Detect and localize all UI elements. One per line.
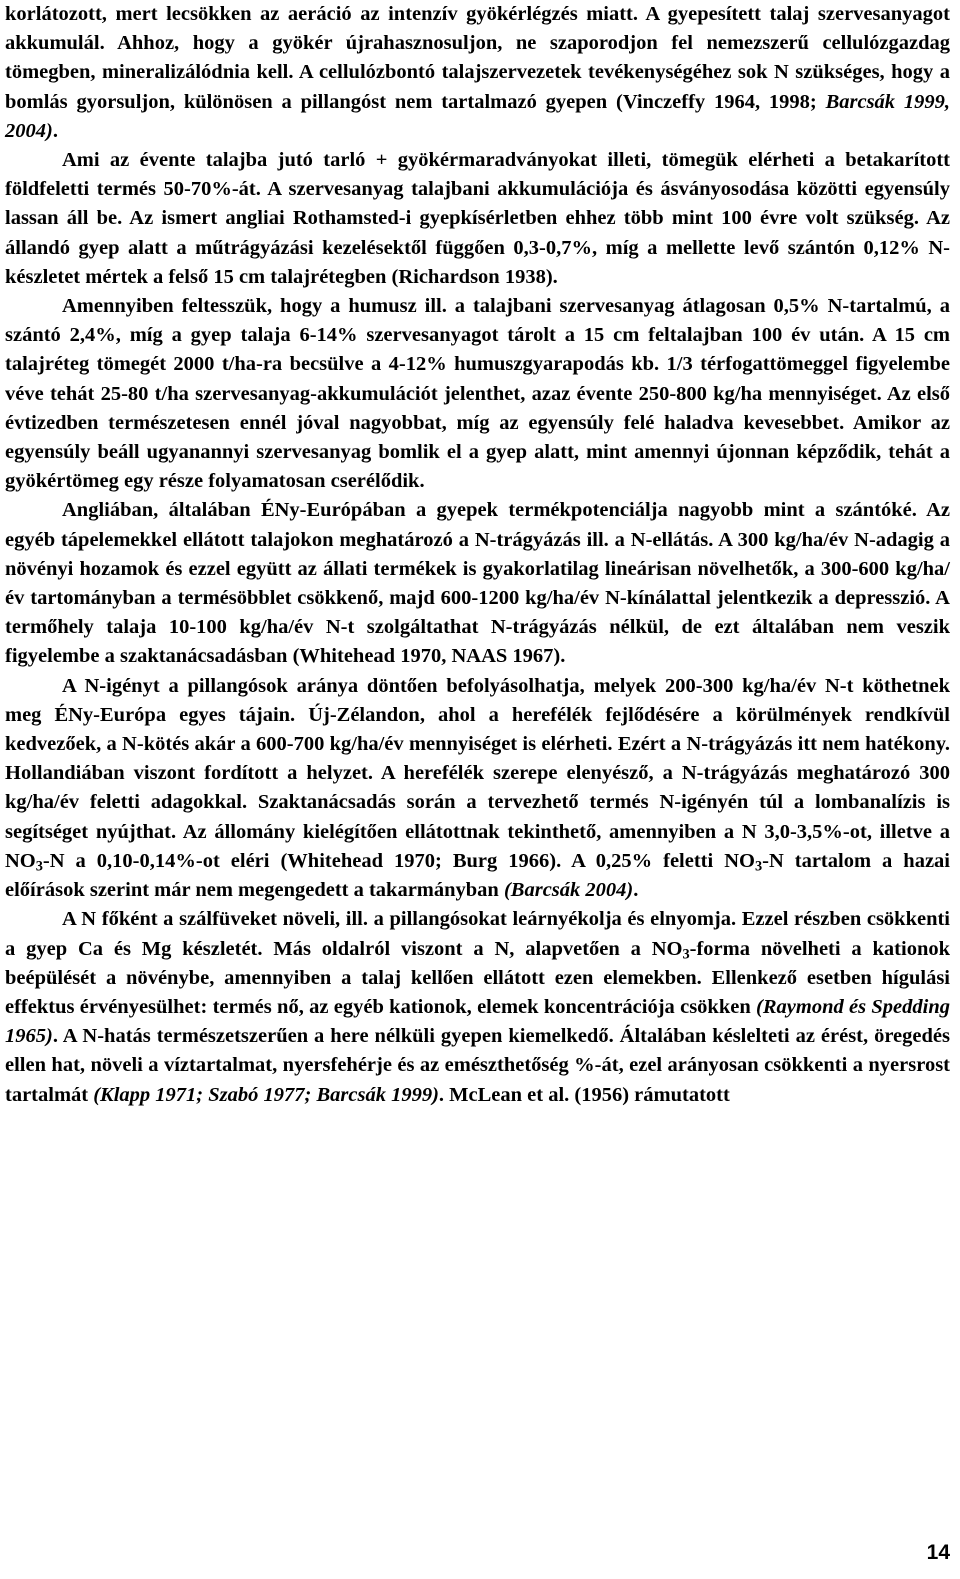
text-run: A N főként a szálfüveket növeli, ill. a pillangósokat leárnyékolja és elnyomja. Ezzel részben csökkenti a gyep Ca és Mg készletét. Más oldalról viszont a N, alapvetően a NO (5, 908, 950, 960)
citation: (Raymond és Spedding 1965) (5, 995, 950, 1048)
paragraph (5, 292, 950, 496)
subscript: 3 (754, 858, 763, 875)
text-run: . McLean et al. (1956) rámutatott (438, 1083, 730, 1106)
text-run: . A N-hatás természetszerűen a here nélküli gyepen kiemelkedő. Általában késlelteti az érést, öregedés ellen hat, növeli a víztartalmat, nyersfehérje és az emészthetőség %-át, ezel arányosan csökkenti a nyersrost tartalmát (5, 1025, 950, 1106)
citation: (Klapp 1971; Szabó 1977; Barcsák 1999) (93, 1083, 439, 1106)
text-run: . (52, 119, 58, 142)
paragraph (5, 0, 950, 146)
text-run: -N tartalom a hazai előírások szerint már nem megengedett a takarmányban (5, 849, 950, 902)
text-run: -forma növelheti a kationok beépülését a növénybe, amennyiben a talaj kellően ellátott ezen elemekben. Ellenkező esetben hígulási effektus érvényesülhet: termés nő, az egyéb kationok, elemek koncentrációja csökken (5, 937, 950, 1018)
paragraph (5, 905, 950, 1109)
text-run: A N-igényt a pillangósok aránya döntően befolyásolhatja, melyek 200-300 kg/ha/év N-t köthetnek meg ÉNy-Európa egyes tájain. Új-Zélandon, ahol a herefélék fejlődésére a körülmények rendkívül kedvezőek, a N-kötés akár a 600-700 kg/ha/év mennyiséget is elérheti. Ezért a N-trágyázás itt nem hatékony. Hollandiában viszont fordított a helyzet. A herefélék szerepe elenyésző, a N-trágyázás meghatározó 300 kg/ha/év feletti adagokkal. Szaktanácsadás során a tervezhető termés N-igényén túl a lombanalízis is segítséget nyújthat. Az állomány kielégítően ellátottnak tekinthető, amennyiben a N 3,0-3,5%-ot, illetve a NO (5, 674, 950, 872)
page-number: 14 (926, 1541, 950, 1564)
paragraph (5, 496, 950, 671)
body-text (5, 0, 950, 1110)
citation: (Barcsák 2004) (503, 879, 634, 902)
text-run: -N a 0,10-0,14%-ot eléri (Whitehead 1970; Burg 1966). A 0,25% feletti NO (42, 849, 755, 872)
text-run: Angliában, általában ÉNy-Európában a gyepek termékpotenciálja nagyobb mint a szántóké. Az egyéb tápelemekkel ellátott talajokon meghatározó a N-trágyázás ill. a N-ellátás. A 300 kg/ha/év N-adagig a növényi hozamok és ezzel együtt az állati termékek is gyakorlatilag lineárisan növelhetők, a 300-600 kg/ha/év tartományban a termésöbblet csökkenő, majd 600-1200 kg/ha/év N-kínálattal jelentkezik a depresszió. A termőhely talaja 10-100 kg/ha/év N-t szolgáltathat N-trágyázás nélkül, de ezt általában nem veszik figyelembe a szaktanácsadásban (Whitehead 1970, NAAS 1967). (5, 499, 950, 668)
citation: Barcsák 1999, 2004) (5, 90, 950, 142)
text-run: Amennyiben feltesszük, hogy a humusz ill. a talajbani szervesanyag átlagosan 0,5% N-tartalmú, a szántó 2,4%, míg a gyep talaja 6-14% szervesanyagot tárolt a 15 cm feltalajban 100 év után. A 15 cm talajréteg tömegét 2000 t/ha-ra becsülve a 4-12% humuszgyarapodás kb. 1/3 térfogattömeggel figyelembe véve tehát 25-80 t/ha szervesanyag-akkumulációt jelenthet, azaz évente 250-800 kg/ha mennyiséget. Az első évtizedben természetesen ennél jóval nagyobbat, míg az egyensúly felé haladva kevesebbet. Amikor az egyensúly beáll ugyanannyi szervesanyag bomlik el a gyep alatt, mint amennyi újonnan képződik, tehát a gyökértömeg egy része folyamatosan cserélődik. (5, 295, 950, 493)
text-run: Ami az évente talajba jutó tarló + gyökérmaradványokat illeti, tömegük elérheti a betakarított földfeletti termés 50-70%-át. A szervesanyag talajbani akkumulációja és ásványosodása közötti egyensúly lassan áll be. Az ismert angliai Rothamsted-i gyepkísérletben ehhez több mint 100 évre volt szükség. Az állandó gyep alatt a műtrágyázási kezelésektől függően 0,3-0,7%, míg a mellette levő szántón 0,12% N-készletet mértek a felső 15 cm talajrétegben (Richardson 1938). (5, 149, 950, 288)
subscript: 3 (35, 858, 43, 875)
text-run: . (633, 879, 639, 902)
paragraph (5, 672, 950, 906)
text-run: korlátozott, mert lecsökken az aeráció az intenzív gyökérlégzés miatt. A gyepesített talaj szervesanyagot akkumulál. Ahhoz, hogy a gyökér újrahasznosuljon, ne szaporodjon fel nemezszerű cellulózgazdag tömegben, mineralizálódnia kell. A cellulózbontó talajszervezetek tevékenységéhez sok N szükséges, hogy a bomlás gyorsuljon, különösen a pillangóst nem tartalmazó gyepen (Vinczeffy 1964, 1998; (5, 3, 950, 113)
paragraph (5, 146, 950, 292)
subscript: 3 (682, 946, 690, 963)
